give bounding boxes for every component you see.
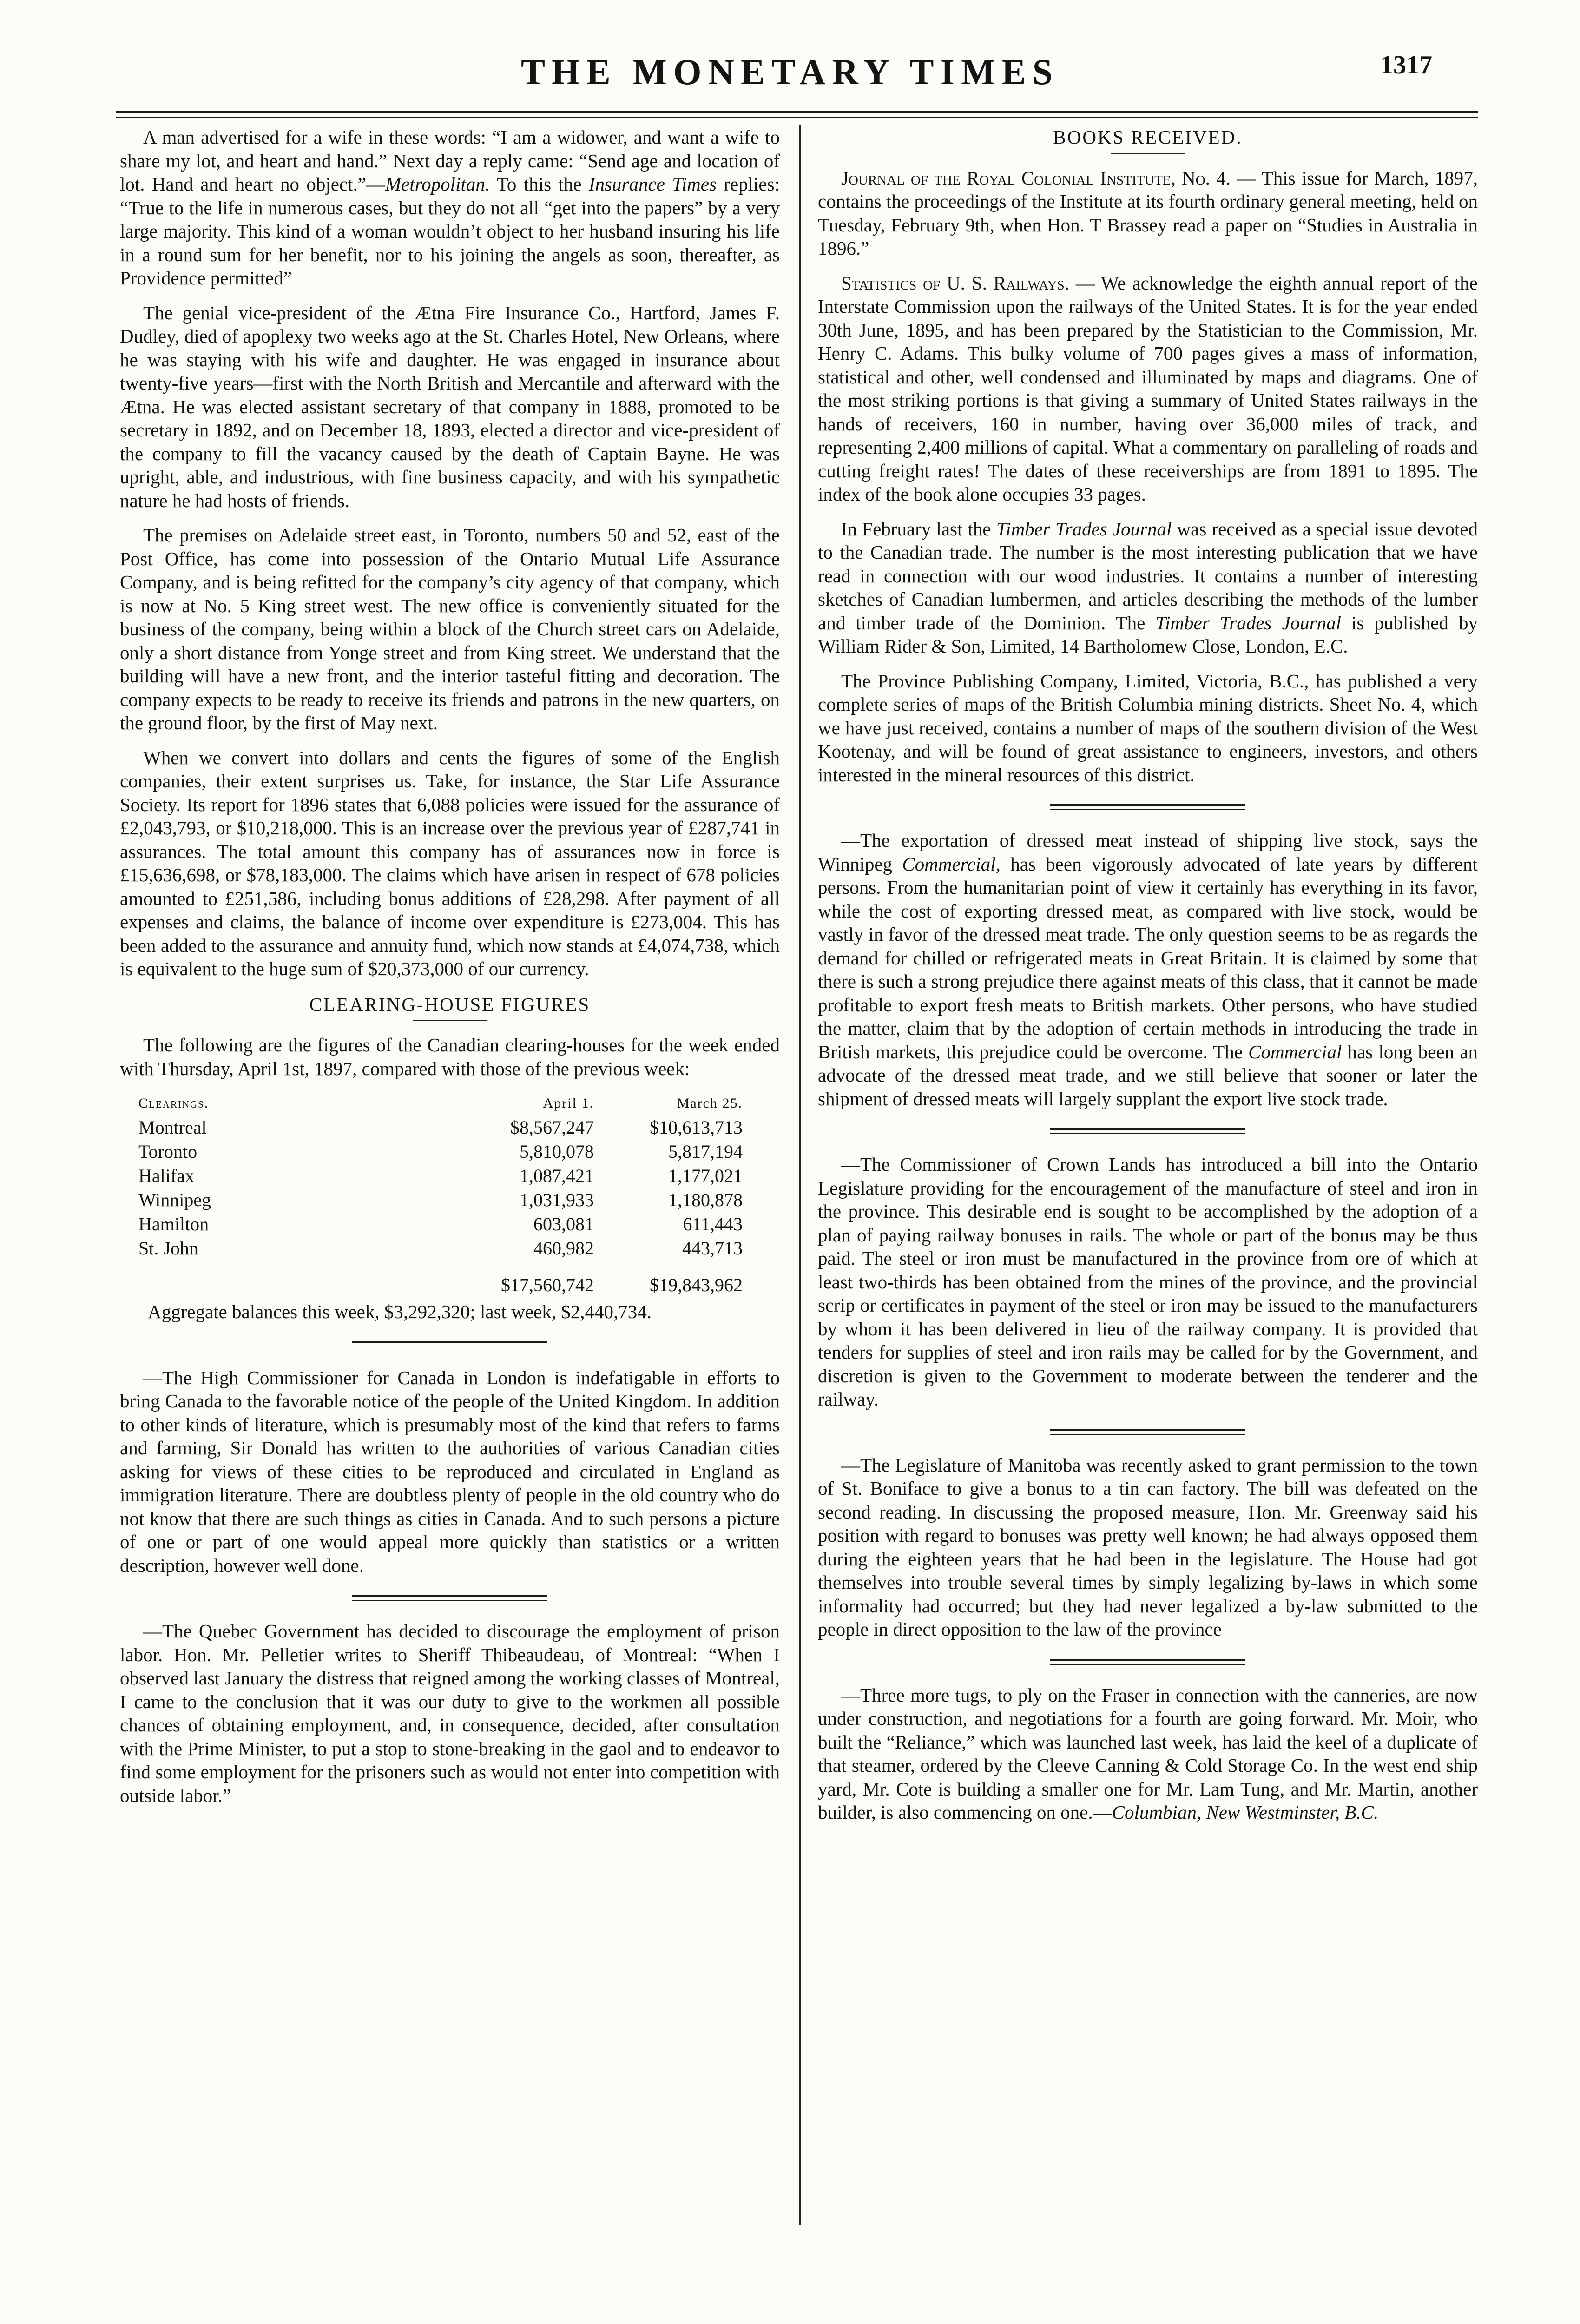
table-row <box>138 1236 743 1261</box>
section-separator <box>352 1595 547 1601</box>
april-total: $17,560,742 <box>501 1274 594 1295</box>
header-rule-thin <box>116 117 1478 118</box>
book-province-maps: The Province Publishing Company, Limited, Victoria, B.C., has published a very complete series of maps of the British Columbia mining districts. Sheet No. 4, which we have just received, contains a number of maps of the southern division of the West Kootenay, and will be found of great assistance to engineers, investors, and others interested in the mineral resources of this district. <box>818 670 1478 786</box>
heading-rule <box>413 1020 487 1021</box>
page-title: THE MONETARY TIMES <box>521 52 1059 92</box>
section-separator <box>1050 804 1245 810</box>
clearing-house-table <box>138 1091 743 1297</box>
article-high-commissioner: —The High Commissioner for Canada in London is indefatigable in efforts to bring Canada to the favorable notice of the people of the United Kingdom. In addition to other kinds of literature, which is presumably most of the kind that refers to farms and farming, Sir Donald has written to the authorities of various Canadian cities asking for views of these cities to be reproduced and circulated in England as immigration literature. There are doubtless plenty of people in the old country who do not know that there are such things as cities in Canada. And to such persons a picture of one or part of one would appeal more quickly than statistics or a written description, however well done. <box>120 1367 780 1576</box>
article-adelaide-premises: The premises on Adelaide street east, in Toronto, numbers 50 and 52, east of the Post Office, has come into possession of the Ontario Mutual Life Assurance Company, and is being refitted for the company’s city agency of that company, which is now at No. 5 King street west. The new office is conveniently situated for the business of the company, being within a block of the Church street cars on Adelaide, only a short distance from Yonge street and from King street. We understand that the building will have a new front, and the interior tasteful fitting and decoration. The company expects to be ready to receive its friends and patrons in the new quarters, on the ground floor, by the first of May next. <box>120 524 780 733</box>
april-value: 1,087,421 <box>520 1165 594 1186</box>
city-name: Halifax <box>138 1165 194 1186</box>
column-divider <box>799 125 801 2225</box>
city-name: Montreal <box>138 1117 207 1138</box>
march-value: 1,180,878 <box>668 1189 743 1210</box>
april-value: 1,031,933 <box>520 1189 594 1210</box>
table-row <box>138 1164 743 1188</box>
table-row <box>138 1188 743 1212</box>
section-separator <box>1050 1128 1245 1134</box>
book-us-railways: Statistics of U. S. Railways. — We acknowledge the eighth annual report of the Interstate Commission upon the railways of the United States. It is for the year ended 30th June, 1895, and has been prepared by the Statistician to the Commission, Mr. Henry C. Adams. This bulky volume of 700 pages gives a mass of information, statistical and other, well condensed and illuminated by maps and diagrams. One of the most striking portions is that giving a summary of United States railways in the hands of receivers, 160 in number, having over 36,000 miles of track, and representing 2,400 millions of capital. What a commentary on paralleling of roads and cutting freight rates! The dates of these receiverships are from 1891 to 1895. The index of the book alone occupies 33 pages. <box>818 272 1478 505</box>
article-dressed-meat: —The exportation of dressed meat instead of shipping live stock, says the Winnipeg Commercial, has been vigorously advocated of late years by different persons. From the humanitarian point of view it certainly has everything in its favor, while the cost of exporting dressed meat, as compared with live stock, would be vastly in favor of the dressed meat trade. The only question seems to be as regards the demand for chilled or refrigerated meats in Great Britain. It is claimed by some that there is such a strong prejudice there against meats of this class, that it cannot be made profitable to export fresh meats to British markets. Other persons, who have studied the matter, claim that by the adoption of certain methods in introducing the trade in British markets, this prejudice could be overcome. The Commercial has long been an advocate of the dressed meat trade, and we still believe that sooner or later the shipment of dressed meats will largely supplant the export live stock trade. <box>818 830 1478 1109</box>
heading-rule <box>1111 153 1185 154</box>
right-column <box>818 125 1478 1835</box>
clearing-house-intro: The following are the figures of the Canadian clearing-houses for the week ended with Thursday, April 1st, 1897, compared with those of the previous week: <box>120 1034 780 1079</box>
march-value: 611,443 <box>683 1214 743 1235</box>
clearing-house-heading: CLEARING-HOUSE FIGURES <box>309 993 591 1015</box>
article-fraser-tugs: —Three more tugs, to ply on the Fraser in connection with the canneries, are now under construction, and negotiations for a fourth are going forward. Mr. Moir, who built the “Reliance,” which was launched last week, has laid the keel of a duplicate of that steamer, ordered by the Cleeve Canning & Cold Storage Co. In the west end ship yard, Mr. Cote is building a smaller one for Mr. Lam Tung, and Mr. Martin, another builder, is also commencing on one.—Columbian, New Westminster, B.C. <box>818 1684 1478 1823</box>
article-manitoba-legislature: —The Legislature of Manitoba was recently asked to grant permission to the town of St. Boniface to give a bonus to a tin can factory. The bill was defeated on the second reading. In discussing the proposed measure, Hon. Mr. Greenway said his position with regard to bonuses was pretty well known; he had always opposed them during the eighteen years that he had been in the legislature. The House had got themselves into trouble several times by simply legalizing by-laws in which some informality had occurred; but they had never legalized a by-law submitted to the people in direct opposition to the law of the province <box>818 1454 1478 1640</box>
table-totals-row <box>138 1261 743 1297</box>
city-name: Hamilton <box>138 1214 209 1235</box>
book-timber-trades: In February last the Timber Trades Journal was received as a special issue devoted to the Canadian trade. The number is the most interesting publication that we have read in connection with our wood industries. It contains a number of interesting sketches of Canadian lumbermen, and articles describing the methods of the lumber and timber trade of the Dominion. The Timber Trades Journal is published by William Rider & Son, Limited, 14 Bartholomew Close, London, E.C. <box>818 518 1478 657</box>
aggregate-balances: Aggregate balances this week, $3,292,320; last week, $2,440,734. <box>148 1301 652 1322</box>
table-row <box>138 1140 743 1164</box>
page-number: 1317 <box>1380 51 1432 79</box>
april-value: 603,081 <box>533 1214 594 1235</box>
article-wife-advert: A man advertised for a wife in these words: “I am a widower, and want a wife to share my lot, and heart and hand.” Next day a reply came: “Send age and location of lot. Hand and heart no object.”—Metropolitan. To this the Insurance Times replies: “True to the life in numerous cases, but they do not all “get into the papers” by a very large majority. This kind of a woman wouldn’t object to her husband insuring his life in a round sum for her benefit, nor to his joining the angels as soon, thereafter, as Providence permitted” <box>120 126 780 289</box>
city-name: St. John <box>138 1238 198 1259</box>
city-name: Winnipeg <box>138 1189 211 1210</box>
article-aetna-obituary: The genial vice-president of the Ætna Fire Insurance Co., Hartford, James F. Dudley, died of apoplexy two weeks ago at the St. Charles Hotel, New Orleans, where he was staying with his wife and daughter. He was engaged in insurance about twenty-five years—first with the North British and Mercantile and afterward with the Ætna. He was elected assistant secretary of that company in 1888, promoted to be secretary in 1892, and on December 18, 1893, elected a director and vice-president of the company to fill the vacancy caused by the death of Captain Bayne. He was upright, able, and industrious, with fine business capacity, and with his sympathetic nature he had hosts of friends. <box>120 302 780 511</box>
article-quebec-prison-labor: —The Quebec Government has decided to discourage the employment of prison labor. Hon. Mr. Pelletier writes to Sheriff Thibeaudeau, of Montreal: “When I observed last January the distress that reigned among the working classes of Montreal, I came to the conclusion that it was our duty to give to the workmen all possible chances of obtaining employment, and, in consequence, decided, after consultation with the Prime Minister, to put a stop to stone-breaking in the gaol and to endeavor to find some employment for the prisoners such as would not enter into competition with outside labor.” <box>120 1620 780 1806</box>
section-separator <box>352 1341 547 1347</box>
book-colonial-institute: Journal of the Royal Colonial Institute, No. 4. — This issue for March, 1897, contains the proceedings of the Institute at its fourth ordinary general meeting, held on Tuesday, February 9th, when Hon. T Brassey read a paper on “Studies in Australia in 1896.” <box>818 167 1478 259</box>
header-rule <box>116 111 1478 113</box>
march-total: $19,843,962 <box>650 1274 743 1295</box>
march-value: $10,613,713 <box>650 1117 743 1138</box>
april-value: 460,982 <box>533 1238 594 1259</box>
column-header: April 1. <box>543 1096 594 1111</box>
table-row <box>138 1212 743 1236</box>
section-separator <box>1050 1659 1245 1665</box>
april-value: $8,567,247 <box>510 1117 594 1138</box>
april-value: 5,810,078 <box>520 1141 594 1162</box>
city-name: Toronto <box>138 1141 198 1162</box>
article-star-life: When we convert into dollars and cents the figures of some of the English companies, their extent surprises us. Take, for instance, the Star Life Assurance Society. Its report for 1896 states that 6,088 policies were issued for the assurance of £2,043,793, or $10,218,000. This is an increase over the previous year of £287,741 in assurances. The total amount this company has of assurances now in force is £15,636,698, or $78,183,000. The claims which have arisen in respect of 678 policies amounted to £251,586, including bonus additions of £28,298. After payment of all expenses and claims, the balance of income over expenditure is £273,004. This has been added to the assurance and annuity fund, which now stands at £4,074,738, which is equivalent to the huge sum of $20,373,000 of our currency. <box>120 746 780 979</box>
march-value: 5,817,194 <box>668 1141 743 1162</box>
column-header: March 25. <box>677 1096 743 1111</box>
left-column <box>120 125 780 1818</box>
column-header: Clearings. <box>138 1096 209 1111</box>
march-value: 1,177,021 <box>668 1165 743 1186</box>
march-value: 443,713 <box>682 1238 743 1259</box>
table-row <box>138 1116 743 1140</box>
books-received-heading: BOOKS RECEIVED. <box>1053 126 1243 148</box>
section-separator <box>1050 1429 1245 1435</box>
article-crown-lands: —The Commissioner of Crown Lands has introduced a bill into the Ontario Legislature providing for the encouragement of the manufacture of steel and iron in the province. This desirable end is sought to be accomplished by the adoption of a plan of paying railway bonuses in rails. The whole or part of the bonus may be thus paid. The steel or iron must be manufactured in the province from ore of which at least two-thirds has been obtained from the mines of the province, and the provincial scrip or certificates in payment of the steel or iron may be issued to the manufacturers by whom it has been delivered in lieu of the railway company. It is provided that tenders for supplies of steel and iron rails may be called for by the Government, and discretion is given to the Government to moderate between the tenderer and the railway. <box>818 1154 1478 1410</box>
